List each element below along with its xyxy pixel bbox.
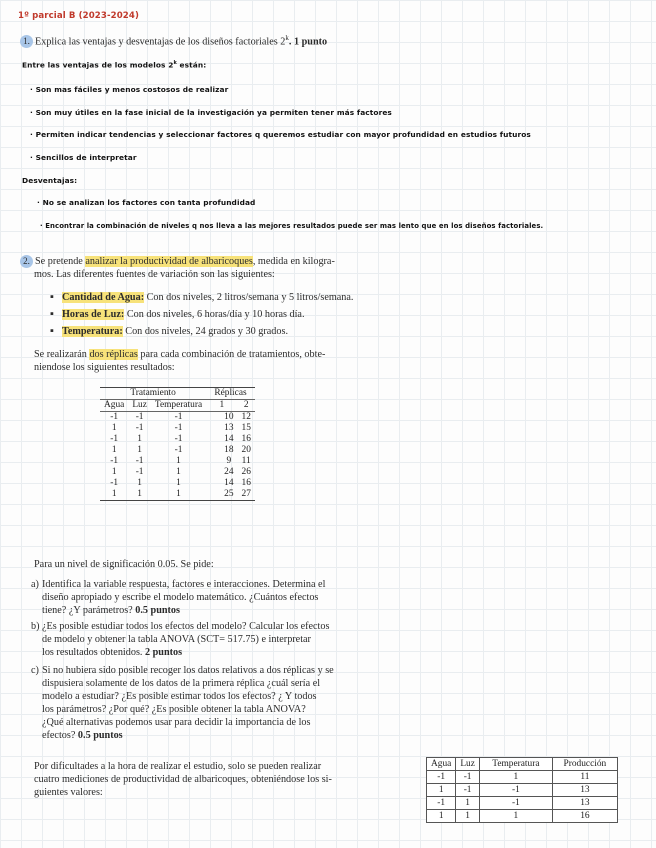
ask-intro: Para un nivel de significación 0.05. Se pide: <box>34 559 214 570</box>
column-header: Temperatura <box>151 400 206 412</box>
advantage-item: · Son muy útiles en la fase inicial de la investigación ya permiten tener más factores <box>30 108 392 117</box>
column-header: 1 <box>206 400 237 412</box>
page-title: 1º parcial B (2023-2024) <box>18 11 139 21</box>
column-header: Luz <box>128 400 151 412</box>
table-row: 1 1 -1 18 20 <box>111 445 251 455</box>
factors-list <box>48 291 428 342</box>
disadvantages-label: Desventajas: <box>22 176 78 185</box>
disadvantage-item: · Encontrar la combinación de niveles q nos lleva a las mejores resultados puede ser mas lento que en los diseños factoriales. <box>40 222 544 230</box>
table-row: -1 1 -1 13 <box>427 797 618 810</box>
table-row: 1 -1 -1 13 <box>427 784 618 797</box>
column-header: Temperatura <box>479 758 552 771</box>
question-number: 2. <box>20 255 33 268</box>
question-1: 1. Explica las ventajas y desventajas de los diseños factoriales 2$^k$. 1 punto <box>20 32 327 48</box>
replicas-paragraph: Se realizarán dos réplicas para cada combinación de tratamientos, obte- niendose los siguientes resultados: <box>34 349 326 373</box>
group-header-tratamiento: Tratamiento <box>100 388 206 400</box>
results-table <box>100 387 255 501</box>
sub-question-a: a) Identifica la variable respuesta, factores e interacciones. Determina el diseño apropiado y escribe el modelo matemático. ¿Cuántos efectos tiene? ¿Y parámetros? 0.5 puntos <box>31 579 326 616</box>
question-2: 2. Se pretende analizar la productividad de albaricoques, medida en kilogra- mos. Las diferentes fuentes de variación son las siguientes: <box>20 255 420 281</box>
sub-question-b: b) ¿Es posible estudiar todos los efectos del modelo? Calcular los efectos de modelo y obtener la tabla ANOVA (SCT= 517.75) e interpretar los resultados obtenidos. 2 puntos <box>31 621 330 658</box>
table-row: 1 -1 -1 13 15 <box>111 423 251 433</box>
table-row: -1 -1 1 9 11 <box>110 456 251 466</box>
measurements-table <box>426 757 618 823</box>
table-row: -1 1 1 14 16 <box>110 478 251 488</box>
column-header: 2 <box>238 400 255 412</box>
question-number: 1. <box>20 35 33 48</box>
advantage-item: · Permiten indicar tendencias y seleccionar factores q queremos estudiar con mayor profundidad en estudios futuros <box>30 130 531 139</box>
advantage-item: · Son mas fáciles y menos costosos de realizar <box>30 85 229 94</box>
answer-intro: Entre las ventajas de los modelos 2$^k$ están: <box>22 60 207 70</box>
table-row: -1 -1 1 11 <box>427 771 618 784</box>
factor-item: ▪ Cantidad de Agua: Con dos niveles, 2 litros/semana y 5 litros/semana. <box>48 291 428 304</box>
sub-question-c: c) Si no hubiera sido posible recoger los datos relativos a dos réplicas y se dispusiera solamente de los datos de la primera réplica ¿cuál sería el modelo a estudiar? ¿Es posible estimar todos los efectos? ¿ Y todos los parámetros? ¿Por qué? ¿Es posible obtener la tabla ANOVA? ¿Qué alternativas podemos usar para decidir la importancia de los efectos? 0.5 puntos <box>31 665 334 741</box>
group-header-replicas: Réplicas <box>206 388 255 400</box>
table-row: 1 1 1 25 27 <box>100 489 255 501</box>
factor-item: ▪ Horas de Luz: Con dos niveles, 6 horas/día y 10 horas día. <box>48 308 428 321</box>
table-row: 1 1 1 16 <box>427 810 618 823</box>
factor-item: ▪ Temperatura: Con dos niveles, 24 grados y 30 grados. <box>48 325 428 338</box>
column-header: Luz <box>456 758 480 771</box>
advantage-item: · Sencillos de interpretar <box>30 153 137 162</box>
disadvantage-item: · No se analizan los factores con tanta profundidad <box>37 198 256 207</box>
column-header: Agua <box>100 400 128 412</box>
table-row: -1 -1 -1 10 12 <box>110 412 251 422</box>
final-paragraph: Por dificultades a la hora de realizar el estudio, solo se pueden realizar cuatro mediciones de productividad de albaricoques, obteniéndose los si- guientes valores: <box>34 761 332 798</box>
table-row: 1 -1 1 24 26 <box>111 467 251 477</box>
table-row: -1 1 -1 14 16 <box>110 434 251 444</box>
column-header: Agua <box>427 758 456 771</box>
column-header: Producción <box>552 758 617 771</box>
